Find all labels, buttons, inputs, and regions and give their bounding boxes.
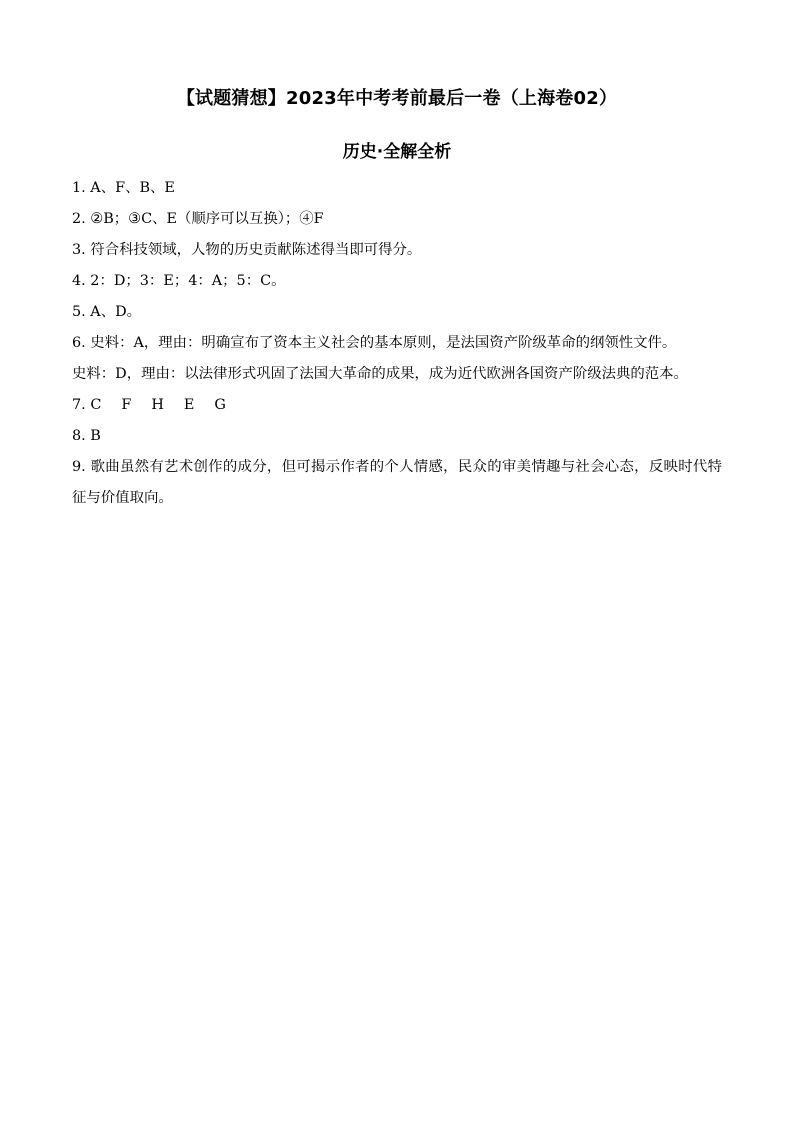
answer-7 [72, 390, 722, 421]
answer-7-item: E [183, 397, 195, 413]
document-subtitle: 历史·全解全析 [342, 142, 452, 162]
answer-6: 6. 史料：A，理由：明确宣布了资本主义社会的基本原则，是法国资产阶级革命的纲领性文件。 [72, 335, 677, 351]
answer-7-item: C [90, 397, 102, 413]
answer-2: 2. ②B；③C、E（顺序可以互换）；④F [72, 211, 324, 227]
answer-4: 4. 2：D；3：E；4：A；5：C。 [72, 273, 286, 289]
answer-1: 1. A、F、B、E [72, 180, 175, 196]
answer-7-item: H [151, 397, 164, 413]
answer-9: 9. 歌曲虽然有艺术创作的成分，但可揭示作者的个人情感，民众的审美情趣与社会心态，反映时代特征与价值取向。 [72, 459, 722, 506]
answer-5: 5. A、D。 [72, 304, 142, 320]
answer-7-label: 7. [72, 397, 86, 413]
document-title: 【试题猜想】2023年中考考前最后一卷（上海卷02） [176, 88, 618, 109]
answer-6-continued: 史料：D，理由：以法律形式巩固了法国大革命的成果，成为近代欧洲各国资产阶级法典的范本。 [72, 366, 688, 382]
answer-7-item: F [121, 397, 132, 413]
answer-3: 3. 符合科技领域，人物的历史贡献陈述得当即可得分。 [72, 242, 422, 258]
answer-list [72, 173, 722, 514]
answer-7-item: G [214, 397, 226, 413]
answer-8: 8. B [72, 428, 101, 444]
